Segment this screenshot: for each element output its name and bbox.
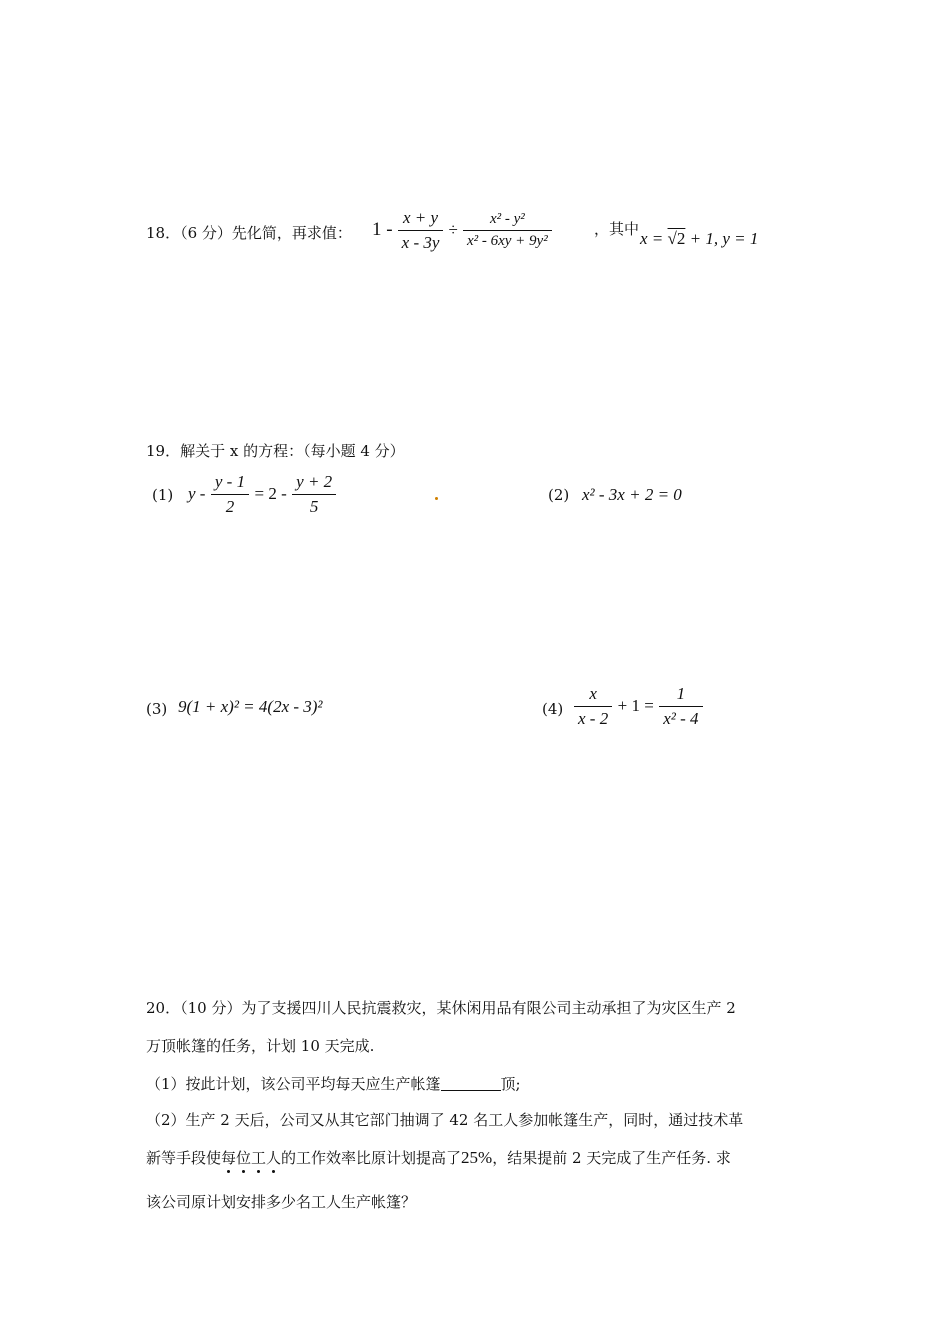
q20-emphasized-text — [221, 1149, 281, 1167]
q18-f2-den: x² - 6xy + 9y² — [466, 233, 548, 249]
q19-p4-mid: + 1 = — [617, 696, 654, 715]
q18-condition — [640, 229, 758, 249]
q19-p3-equation: 9(1 + x)² = 4(2x - 3)² — [178, 697, 323, 716]
q19-p1-equation — [188, 472, 336, 517]
q19-p4-f2-num: 1 — [659, 684, 702, 707]
q19-p1-a: y - — [188, 484, 206, 503]
q19-label: 19．解关于 x 的方程：（每小题 4 分） — [146, 442, 405, 460]
emphasis-dot — [242, 1170, 245, 1173]
stray-dot — [435, 497, 438, 500]
q18-lead: 1 - — [372, 219, 393, 240]
q19-p4-tag: (4) — [542, 700, 564, 718]
emphasis-dot — [272, 1170, 275, 1173]
q18-expression — [372, 208, 552, 253]
q20-emphasized-words: 每位工人 — [221, 1149, 282, 1167]
q20-line-4: （2）生产 2 天后，公司又从其它部门抽调了 42 名工人参加帐篷生产，同时，通过技术革 — [146, 1111, 744, 1129]
q19-p1-f2-den: 5 — [309, 497, 319, 516]
emphasis-dot — [227, 1170, 230, 1173]
q20-line-2: 万顶帐篷的任务，计划 10 天完成. — [146, 1037, 375, 1055]
q19-p1-b: = 2 - — [254, 484, 287, 503]
q19-p4-equation — [574, 684, 703, 729]
q20-line-5 — [146, 1148, 731, 1168]
q18-fraction-2 — [463, 211, 552, 250]
q19-p1-tag: (1) — [152, 486, 174, 504]
q18-label: 18．（6 分）先化简，再求值： — [146, 224, 352, 242]
q18-f1-den: x - 3y — [401, 233, 440, 252]
q20-line-5-a: 新等手段使 — [146, 1149, 222, 1167]
q20-line-1: 20．（10 分）为了支援四川人民抗震救灾，某休闲用品有限公司主动承担了为灾区生产 2 — [146, 999, 736, 1017]
q19-p1-f1-num: y - 1 — [211, 472, 249, 495]
q18-where: ，其中 — [594, 220, 640, 238]
emphasis-dot — [257, 1170, 260, 1173]
q18-fraction-1 — [398, 208, 444, 253]
q19-p2-equation: x² - 3x + 2 = 0 — [582, 485, 682, 504]
q18-f1-num: x + y — [398, 208, 444, 231]
q19-p4-fraction-1 — [574, 684, 612, 729]
q18-cond-rest: + 1, y = 1 — [685, 229, 759, 248]
q19-p1-fraction-1 — [211, 472, 249, 517]
answer-blank[interactable] — [441, 1076, 501, 1091]
q19-p2-tag: (2) — [548, 486, 570, 504]
q20-percentage: 25% — [461, 1148, 493, 1167]
q18-cond-sqrt: √2 — [667, 229, 686, 248]
q20-line-5-b: 的工作效率比原计划提高了 — [281, 1149, 462, 1167]
q19-p4-f2-den: x² - 4 — [663, 709, 699, 728]
q18-cond-x: x = — [640, 229, 668, 248]
q20-line-6: 该公司原计划安排多少名工人生产帐篷？ — [146, 1193, 417, 1211]
q19-p4-fraction-2 — [659, 684, 702, 729]
q19-p3-tag: (3) — [146, 700, 168, 718]
q18-f2-num: x² - y² — [463, 211, 552, 231]
q20-line-3 — [146, 1074, 521, 1094]
q20-line-3-a: （1）按此计划，该公司平均每天应生产帐篷 — [146, 1075, 441, 1093]
q19-p1-f1-den: 2 — [225, 497, 235, 516]
q19-p4-f1-num: x — [574, 684, 612, 707]
q19-p1-f2-num: y + 2 — [292, 472, 336, 495]
q19-p4-f1-den: x - 2 — [578, 709, 609, 728]
q20-line-3-b: 顶; — [500, 1075, 521, 1093]
q18-divide: ÷ — [448, 220, 458, 239]
q20-line-5-c: ，结果提前 2 天完成了生产任务. 求 — [492, 1149, 731, 1167]
q19-p1-fraction-2 — [292, 472, 336, 517]
